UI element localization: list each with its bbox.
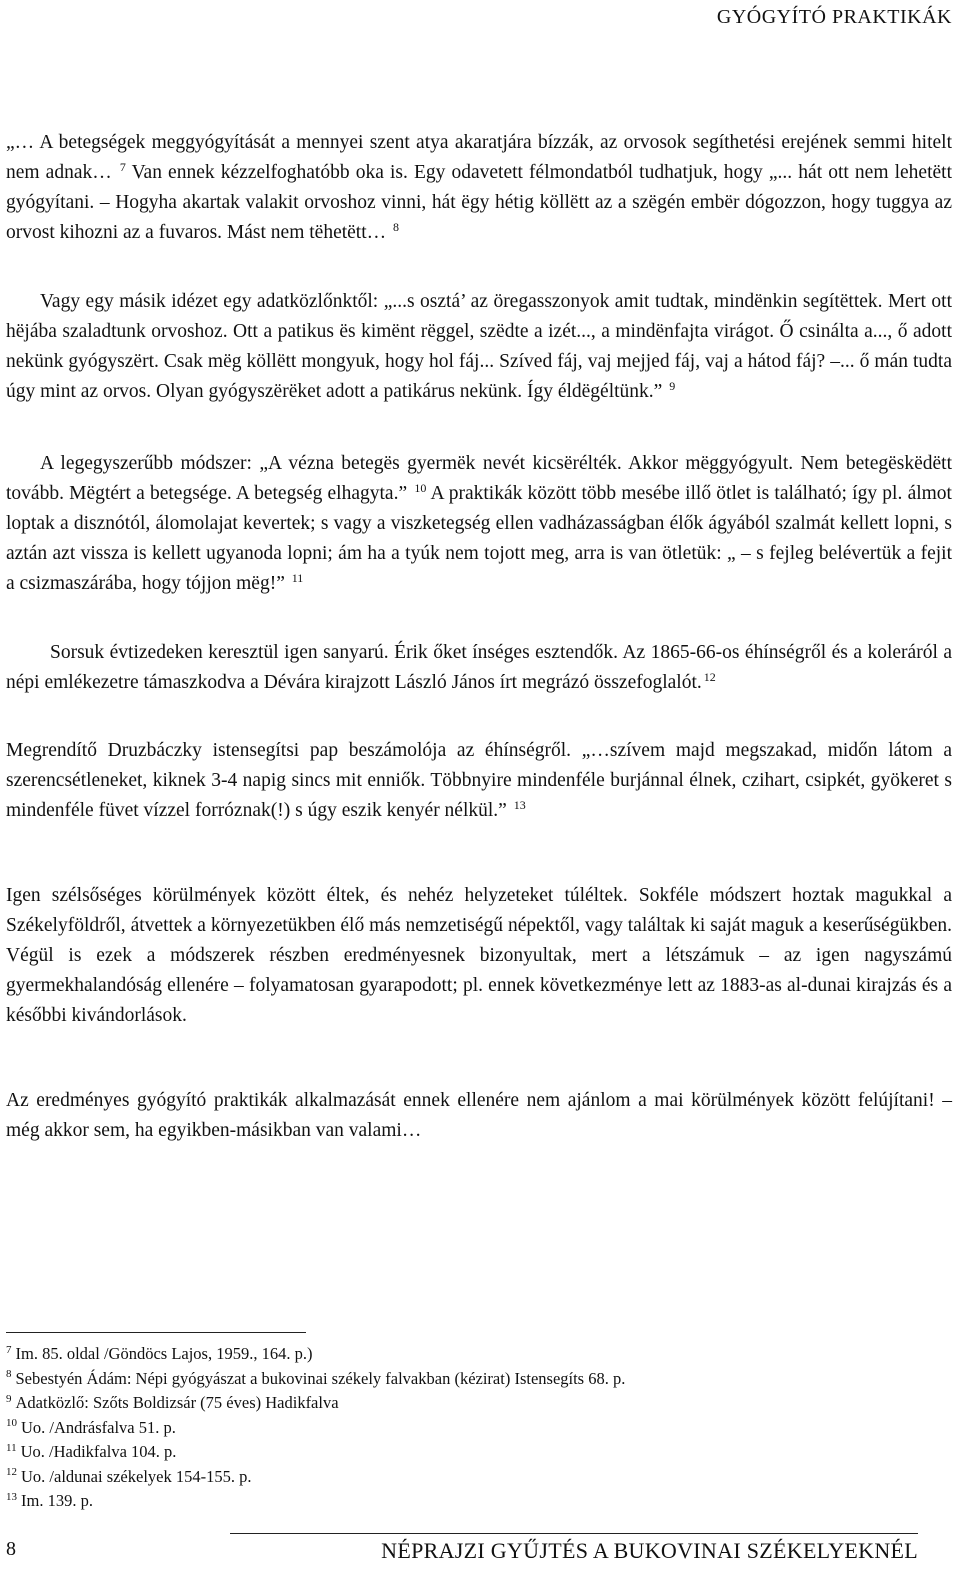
footnote-text: Im. 85. oldal /Göndöcs Lajos, 1959., 164. p.)	[15, 1344, 313, 1363]
paragraph-text: Sorsuk évtizedeken keresztül igen sanyarú. Érik őket ínséges esztendők. Az 1865-66-os éhínségről és a koleráról a népi emlékezetre támaszkodva a Dévára kirajzott László János írt megrázó összefoglalót.	[6, 642, 952, 693]
footer-book-title: NÉPRAJZI GYŰJTÉS A BUKOVINAI SZÉKELYEKNÉL	[381, 1538, 918, 1563]
paragraph-text: Van ennek kézzelfoghatóbb oka is. Egy odavetett félmondatból tudhatjuk, hogy „... hát ott nem lehetëtt gyógyítani. – Hogyha akartak valakit orvoshoz vinni, hát ëgy hétig köllëtt az a szëgén embër dógozzon, hogy tuggya az orvost kihozni az a fuvaros. Mást nem tëhetëtt…	[6, 162, 952, 243]
footnotes	[6, 1342, 946, 1514]
footnote-number: 10	[6, 1417, 17, 1429]
footnote-ref[interactable]: 13	[513, 797, 526, 812]
footnote-8	[6, 1367, 946, 1392]
footnote-ref[interactable]: 8	[393, 219, 400, 234]
footnote-text: Uo. /Andrásfalva 51. p.	[21, 1417, 176, 1437]
running-header: GYÓGYÍTÓ PRAKTIKÁK	[716, 6, 952, 28]
paragraph-text: „… A betegségek meggyógyítását a mennyei szent atya akaratjára bízzák, az orvosok segíthetési erejének semmi hitelt nem adnak…	[6, 132, 952, 183]
footnote-separator	[6, 1332, 306, 1333]
footnote-11	[6, 1440, 946, 1465]
footnote-number: 7	[6, 1343, 12, 1356]
page-number: 8	[6, 1538, 16, 1560]
paragraph-4	[6, 638, 952, 698]
footnote-number: 11	[6, 1441, 17, 1454]
footnote-9	[6, 1391, 946, 1416]
footnote-7	[6, 1342, 946, 1367]
paragraph-5	[6, 736, 952, 826]
paragraph-3	[6, 449, 952, 599]
footnote-text: Uo. /aldunai székelyek 154-155. p.	[21, 1466, 252, 1486]
paragraph-text: A praktikák között több mesébe illő ötlet is található; így pl. álmot loptak a disznótól, álomolajat kevertek; s vagy a viszketegség ellen vadházasságban élők ágyából szalmát kellett lopni, s aztán azt vissza is kellett ugyanoda lopni; ám ha a tyúk nem tojott meg, arra is van ötletük: „ – s fejleg belévertük a fejit a csizmaszárába, hogy tójjon mëg!”	[6, 483, 952, 594]
footnote-text: Adatközlő: Szőts Boldizsár (75 éves) Hadikfalva	[15, 1393, 339, 1412]
footnote-text: Uo. /Hadikfalva 104. p.	[20, 1442, 177, 1461]
paragraph-text: A legegyszerűbb módszer: „A vézna betegës gyermëk nevét kicsërélték. Akkor mëggyógyult. Nem betegëskëdëtt tovább. Mëgtért a betegsége. A betegség elhagyta.”	[6, 453, 952, 504]
paragraph-text: Vagy egy másik idézet egy adatközlőnktől: „...s osztá’ az öregasszonyok amit tudtak, mindënkin segítëttek. Mert ott hëjába szaladtunk orvoshoz. Ott a patikus ës kimënt rëggel, szëdte a izét..., a mindënfajta virágot. Ő csinálta a..., ő adott nekünk gyógyszërt. Csak mëg köllëtt mongyuk, hogy hol fáj... Szíved fáj, vaj mejjed fáj, vaj a hátod fáj? –... ő mán tudta úgy mint az orvos. Olyan gyógyszërëket adott a patikárus nekünk. Így éldëgéltünk.”	[6, 291, 952, 402]
paragraph-6: Igen szélsőséges körülmények között éltek, és nehéz helyzeteket túléltek. Sokféle módszert hoztak magukkal a Székelyföldről, átvettek a környezetükben élő más nemzetiségű népektől, vagy találtak ki saját maguk a keserűségükben. Végül is ezek a módszerek részben eredményesnek bizonyultak, mert a létszámuk – az igen nagyszámú gyermekhalandóság ellenére – folyamatosan gyarapodott; pl. ennek következménye lett az 1883-as al-dunai kirajzás és a későbbi kivándorlások.	[6, 885, 952, 1026]
footnote-number: 9	[6, 1392, 12, 1405]
footnote-ref[interactable]: 7	[119, 159, 126, 174]
footnote-10	[6, 1416, 946, 1441]
footnote-12	[6, 1465, 946, 1490]
paragraph-text: Megrendítő Druzbáczky istensegítsi pap beszámolója az éhínségről. „…szívem majd megszakad, midőn látom a szerencsétleneket, kiknek 3-4 napig sincs mit enniők. Többnyire mindenféle burjánnal élnek, czihart, csipkét, gyökeret s mindenféle füvet vízzel forróznak(!) s úgy eszik kenyér nélkül.”	[6, 740, 952, 821]
footer-separator	[230, 1533, 918, 1534]
paragraph-2	[6, 287, 952, 407]
footnote-ref[interactable]: 12	[703, 669, 716, 684]
footnote-number: 12	[6, 1466, 17, 1478]
footnote-number: 13	[6, 1490, 17, 1503]
paragraph-1	[6, 128, 952, 248]
footnote-ref[interactable]: 11	[291, 570, 304, 585]
footnote-text: Im. 139. p.	[21, 1491, 93, 1510]
footnote-13	[6, 1489, 946, 1514]
footnote-ref[interactable]: 9	[669, 378, 676, 393]
footnote-ref[interactable]: 10	[414, 480, 427, 495]
footnote-number: 8	[6, 1368, 12, 1380]
footnote-text: Sebestyén Ádám: Népi gyógyászat a bukovinai székely falvakban (kézirat) Istensegíts 68. p.	[15, 1368, 626, 1388]
paragraph-7: Az eredményes gyógyító praktikák alkalmazását ennek ellenére nem ajánlom a mai körülmények között felújítani! – még akkor sem, ha egyikben-másikban van valami…	[6, 1090, 952, 1141]
